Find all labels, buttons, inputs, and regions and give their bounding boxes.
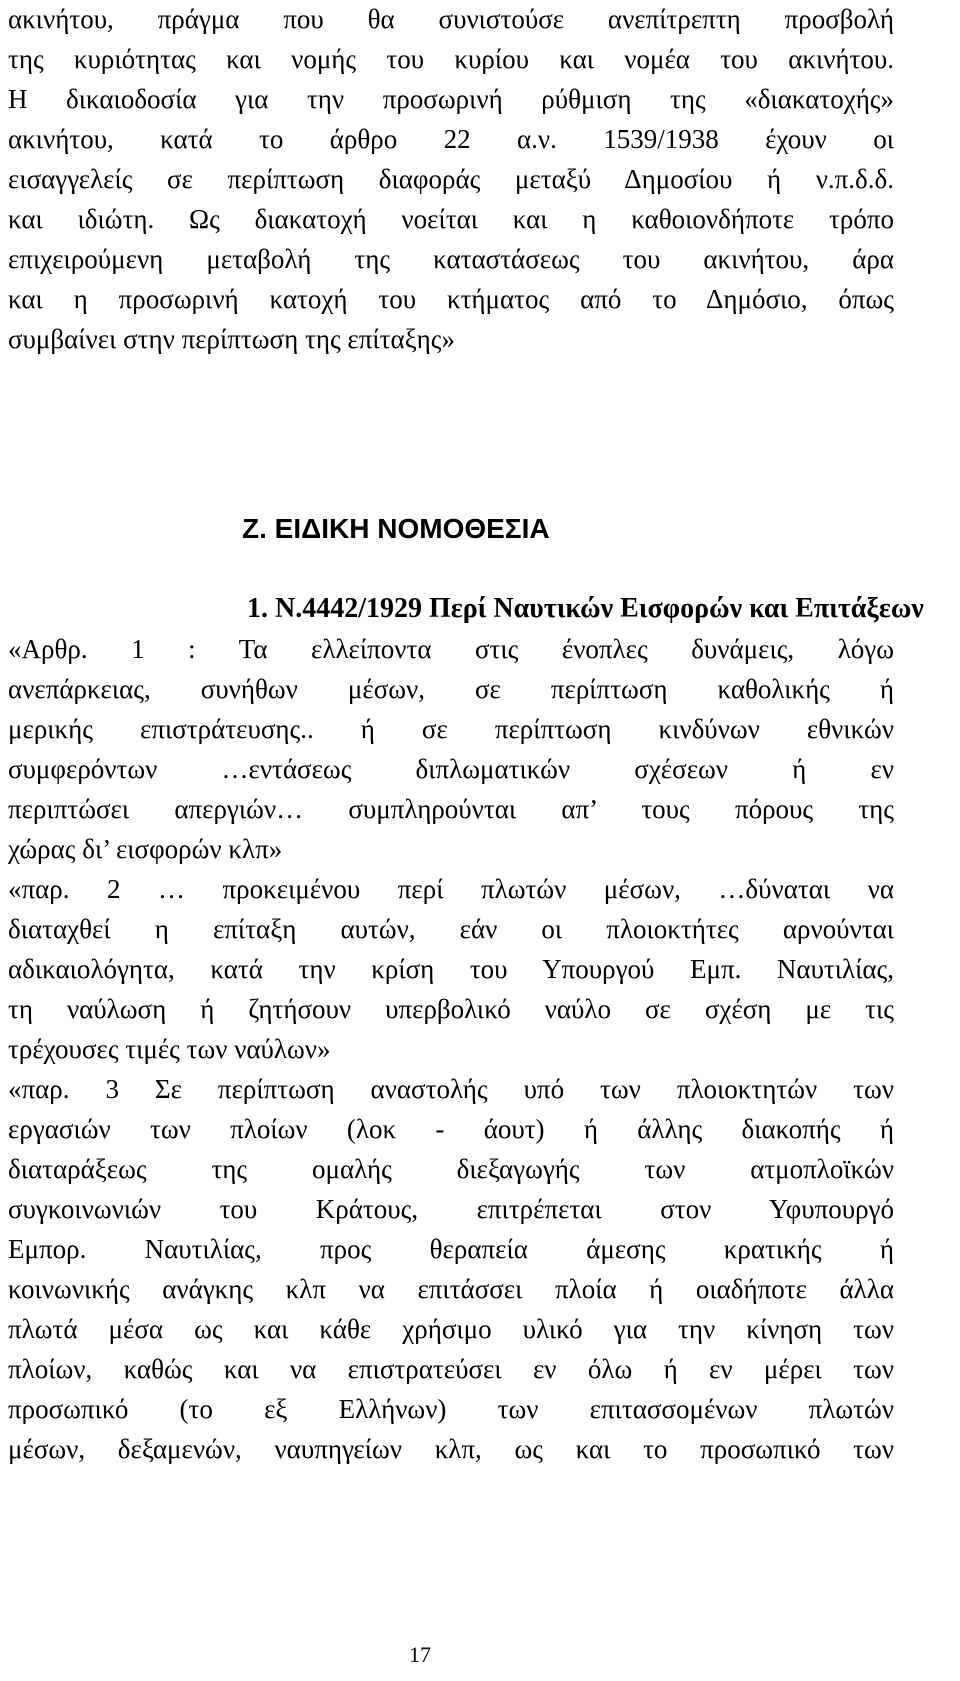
paragraph-line: ακινήτου, κατά το άρθρο 22 α.ν. 1539/1938 έχουν οι	[8, 124, 894, 154]
paragraph-line: πλωτά μέσα ως και κάθε χρήσιμο υλικό για την κίνηση των	[8, 1314, 894, 1344]
paragraph-line: εισαγγελείς σε περίπτωση διαφοράς μεταξύ Δημοσίου ή ν.π.δ.δ.	[8, 164, 894, 194]
paragraph-line: «Αρθρ. 1 : Τα ελλείποντα στις ένοπλες δυνάμεις, λόγω	[8, 634, 894, 664]
paragraph-line: κοινωνικής ανάγκης κλπ να επιτάσσει πλοία ή οιαδήποτε άλλα	[8, 1274, 894, 1304]
paragraph-line: αδικαιολόγητα, κατά την κρίση του Υπουργού Εμπ. Ναυτιλίας,	[8, 954, 894, 984]
paragraph-line: προσωπικό (το εξ Ελλήνων) των επιτασσομένων πλωτών	[8, 1394, 894, 1424]
paragraph-line: «παρ. 3 Σε περίπτωση αναστολής υπό των πλοιοκτητών των	[8, 1074, 894, 1104]
section-heading: Ζ. ΕΙΔΙΚΗ ΝΟΜΟΘΕΣΙΑ	[242, 513, 550, 544]
paragraph-line: και η προσωρινή κατοχή του κτήματος από το Δημόσιο, όπως	[8, 284, 894, 314]
paragraph-line: και ιδιώτη. Ως διακατοχή νοείται και η καθοιονδήποτε τρόπο	[8, 204, 894, 234]
paragraph-line: συγκοινωνιών του Κράτους, επιτρέπεται στον Υφυπουργό	[8, 1194, 894, 1224]
paragraph-line: διαταχθεί η επίταξη αυτών, εάν οι πλοιοκτήτες αρνούνται	[8, 914, 894, 944]
paragraph-line: Εμπορ. Ναυτιλίας, προς θεραπεία άμεσης κρατικής ή	[8, 1234, 894, 1264]
paragraph-line: περιπτώσει απεργιών… συμπληρούνται απ’ τους πόρους της	[8, 794, 894, 824]
paragraph-line: τρέχουσες τιμές των ναύλων»	[8, 1034, 331, 1064]
paragraph-line: συμβαίνει στην περίπτωση της επίταξης»	[8, 324, 455, 354]
paragraph-line: χώρας δι’ εισφορών κλπ»	[8, 834, 283, 864]
paragraph-line: συμφερόντων …εντάσεως διπλωματικών σχέσεων ή εν	[8, 754, 894, 784]
paragraph-line: της κυριότητας και νομής του κυρίου και νομέα του ακινήτου.	[8, 44, 894, 74]
paragraph-line: πλοίων, καθώς και να επιστρατεύσει εν όλω ή εν μέρει των	[8, 1354, 894, 1384]
paragraph-line: διαταράξεως της ομαλής διεξαγωγής των ατμοπλοϊκών	[8, 1154, 894, 1184]
paragraph-line: «παρ. 2 … προκειμένου περί πλωτών μέσων, …δύναται να	[8, 874, 894, 904]
paragraph-line: ανεπάρκειας, συνήθων μέσων, σε περίπτωση καθολικής ή	[8, 674, 894, 704]
paragraph-line: μερικής επιστράτευσης.. ή σε περίπτωση κινδύνων εθνικών	[8, 714, 894, 744]
paragraph-line: εργασιών των πλοίων (λοκ - άουτ) ή άλλης διακοπής ή	[8, 1114, 894, 1144]
paragraph-line: μέσων, δεξαμενών, ναυπηγείων κλπ, ως και το προσωπικό των	[8, 1434, 894, 1464]
paragraph-line: Η δικαιοδοσία για την προσωρινή ρύθμιση της «διακατοχής»	[8, 84, 894, 114]
subsection-heading: 1. Ν.4442/1929 Περί Ναυτικών Εισφορών και Επιτάξεων	[247, 593, 924, 624]
paragraph-line: ακινήτου, πράγμα που θα συνιστούσε ανεπίτρεπτη προσβολή	[8, 4, 894, 34]
page-number: 17	[409, 1642, 431, 1667]
paragraph-line: τη ναύλωση ή ζητήσουν υπερβολικό ναύλο σε σχέση με τις	[8, 994, 894, 1024]
paragraph-line: επιχειρούμενη μεταβολή της καταστάσεως του ακινήτου, άρα	[8, 244, 894, 274]
